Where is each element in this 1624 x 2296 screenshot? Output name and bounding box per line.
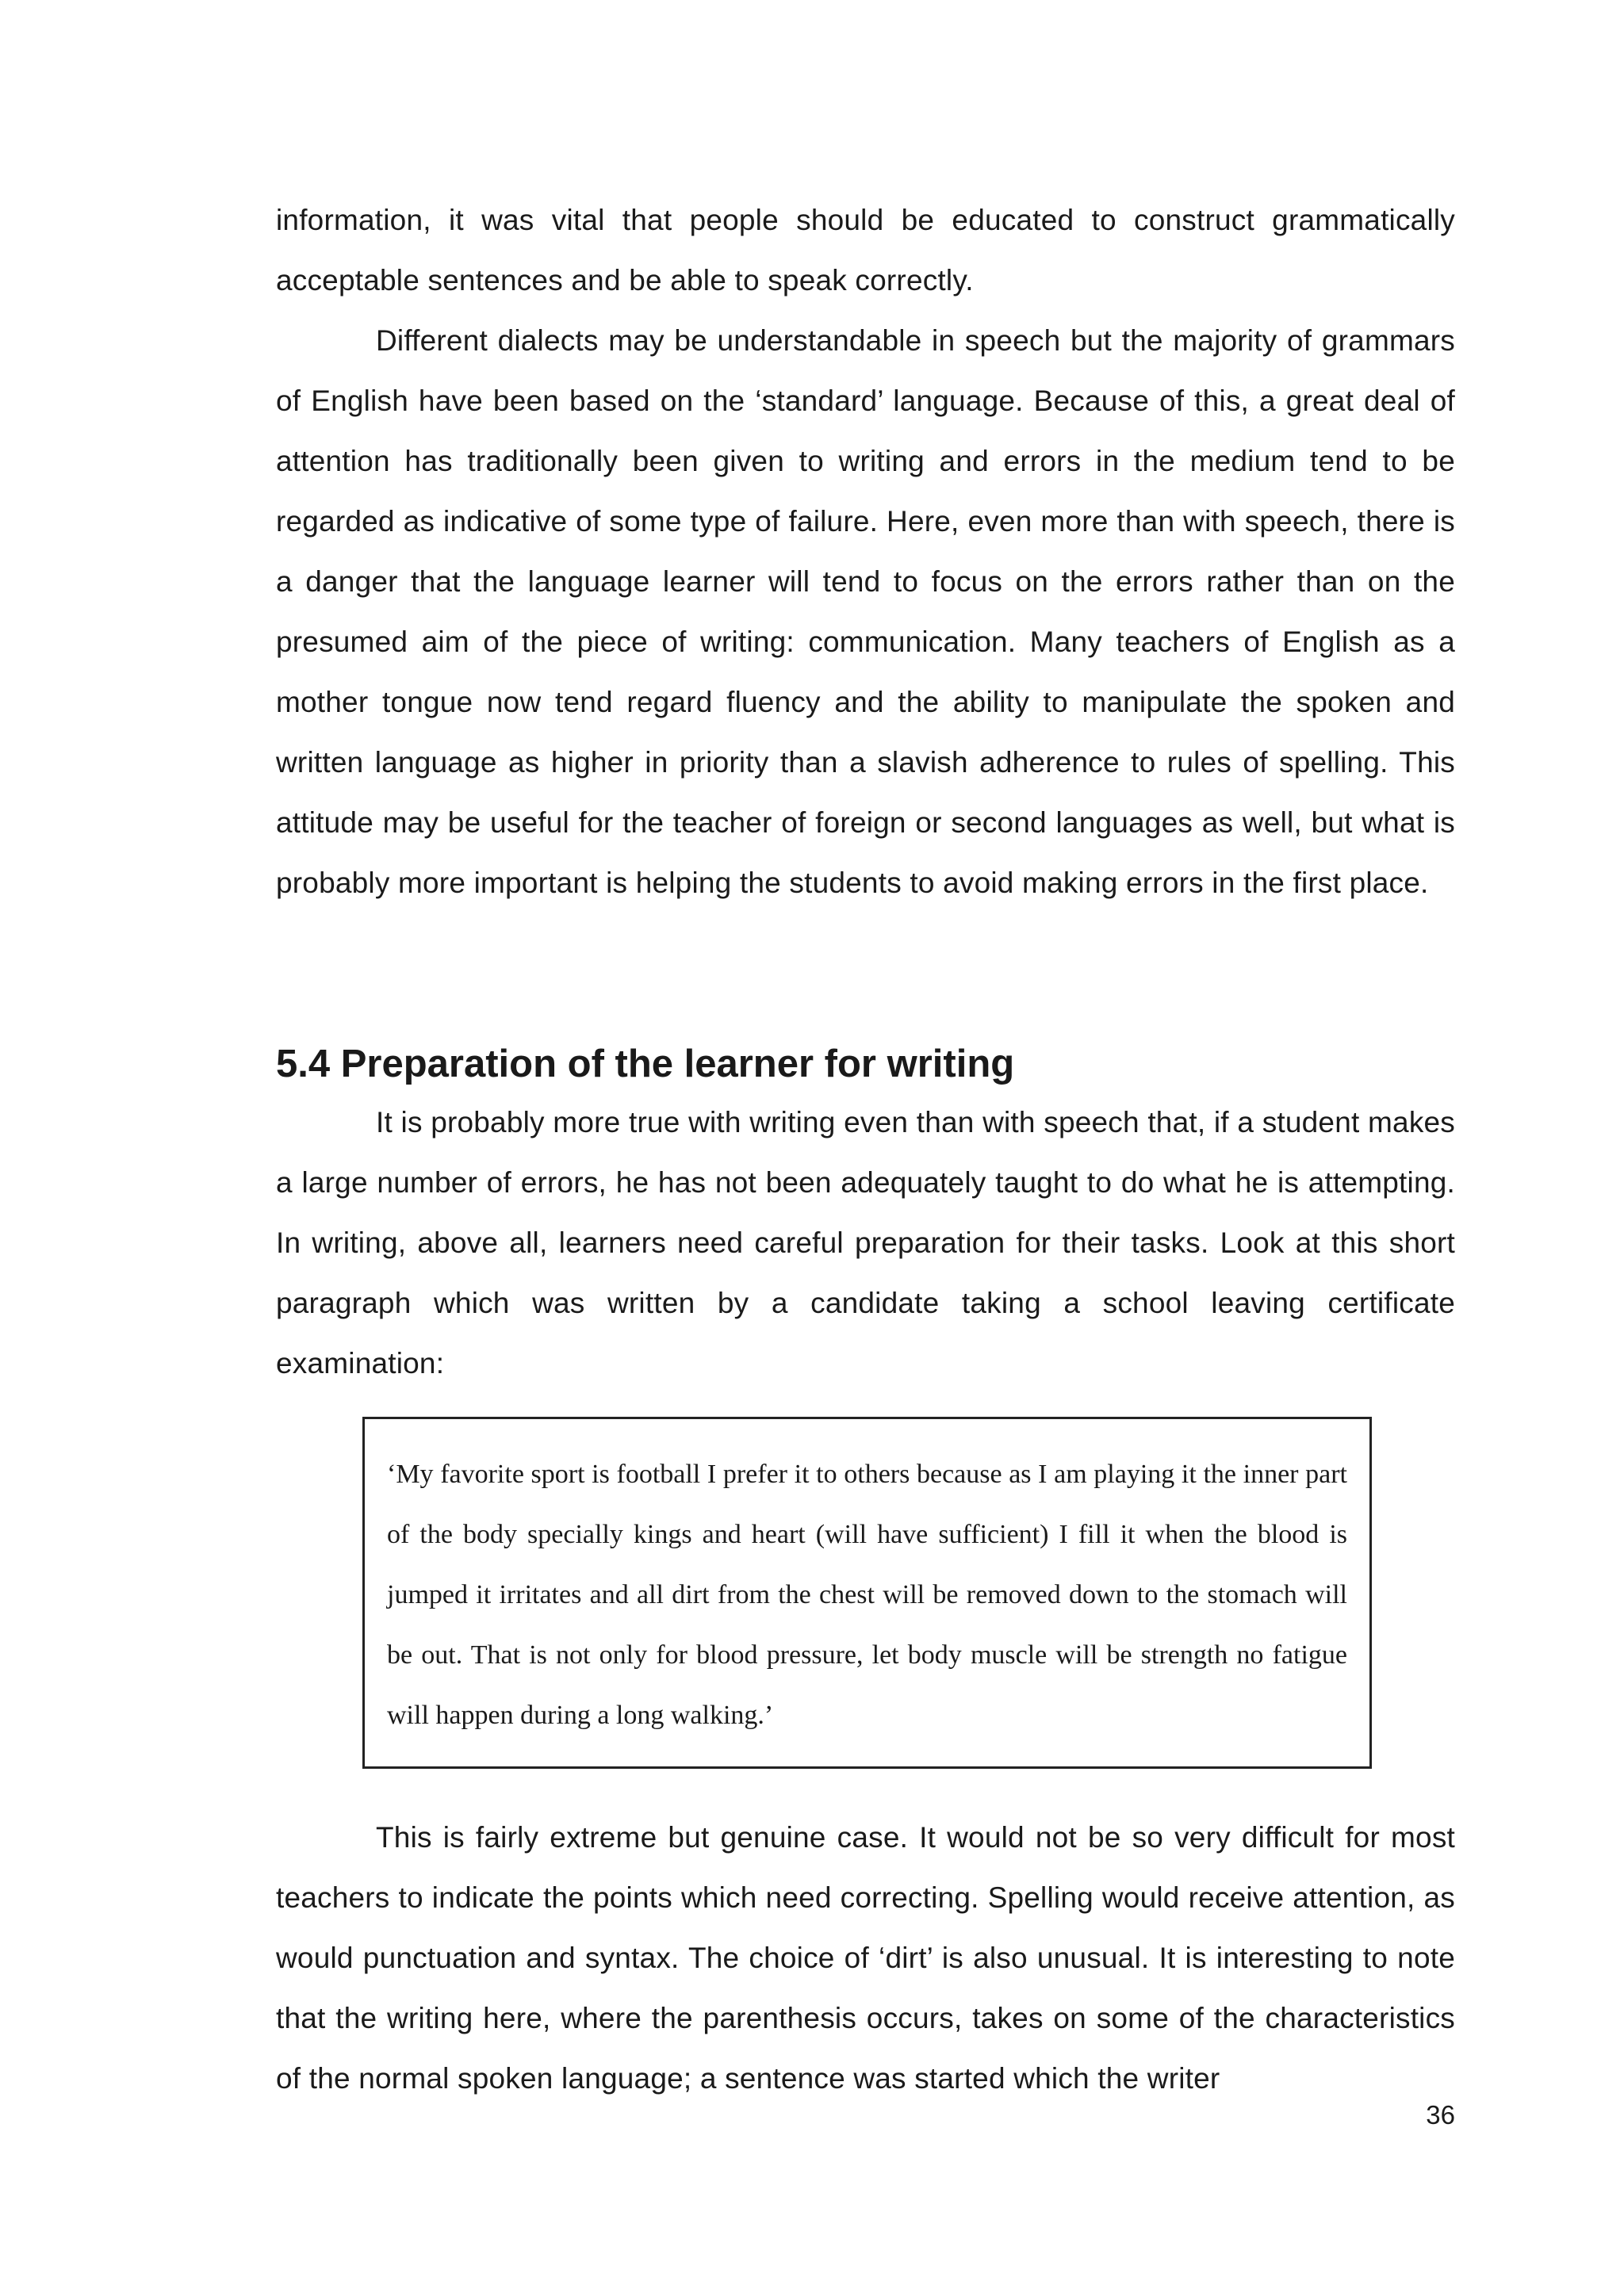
paragraph-block-2: [276, 1093, 1455, 1394]
student-sample-quote-box: [362, 1417, 1372, 1769]
paragraph-analysis: This is fairly extreme but genuine case. It would not be so very difficult for most teachers to indicate the points which need correcting. Spelling would receive attention, as would punctuation and syntax. The choice of ‘dirt’ is also unusual. It is interesting to note that the writing here, where the parenthesis occurs, takes on some of the characteristics of the normal spoken language; a sentence was started which the writer: [276, 1821, 1455, 2095]
paragraph-preparation: It is probably more true with writing even than with speech that, if a student makes a large number of errors, he has not been adequately taught to do what he is attempting. In writing, above all, learners need careful preparation for their tasks. Look at this short paragraph which was written by a candidate taking a school leaving certificate examination:: [276, 1106, 1455, 1380]
page-number: 36: [1426, 2100, 1455, 2130]
paragraph-continued: information, it was vital that people should be educated to construct grammatically acceptable sentences and be able to speak correctly.: [276, 204, 1455, 297]
paragraph-block-3: [276, 1808, 1455, 2109]
paragraph-dialects: Different dialects may be understandable in speech but the majority of grammars of English have been based on the ‘standard’ language. Because of this, a great deal of attention has traditionally been given to writing and errors in the medium tend to be regarded as indicative of some type of failure. Here, even more than with speech, there is a danger that the language learner will tend to focus on the errors rather than on the presumed aim of the piece of writing: communication. Many teachers of English as a mother tongue now tend regard fluency and the ability to manipulate the spoken and written language as higher in priority than a slavish adherence to rules of spelling. This attitude may be useful for the teacher of foreign or second languages as well, but what is probably more important is helping the students to avoid making errors in the first place.: [276, 324, 1455, 899]
paragraph-block-1: [276, 190, 1455, 913]
section-heading: 5.4 Preparation of the learner for writing: [276, 1043, 1015, 1085]
section-heading-block: [276, 1040, 1455, 1088]
student-sample-quote: ‘My favorite sport is football I prefer it to others because as I am playing it the inner part of the body specially kings and heart (will have sufficient) I fill it when the blood is jumped it irritates and all dirt from the chest will be removed down to the stomach will be out. That is not only for blood pressure, let body muscle will be strength no fatigue will happen during a long walking.’: [387, 1460, 1347, 1730]
